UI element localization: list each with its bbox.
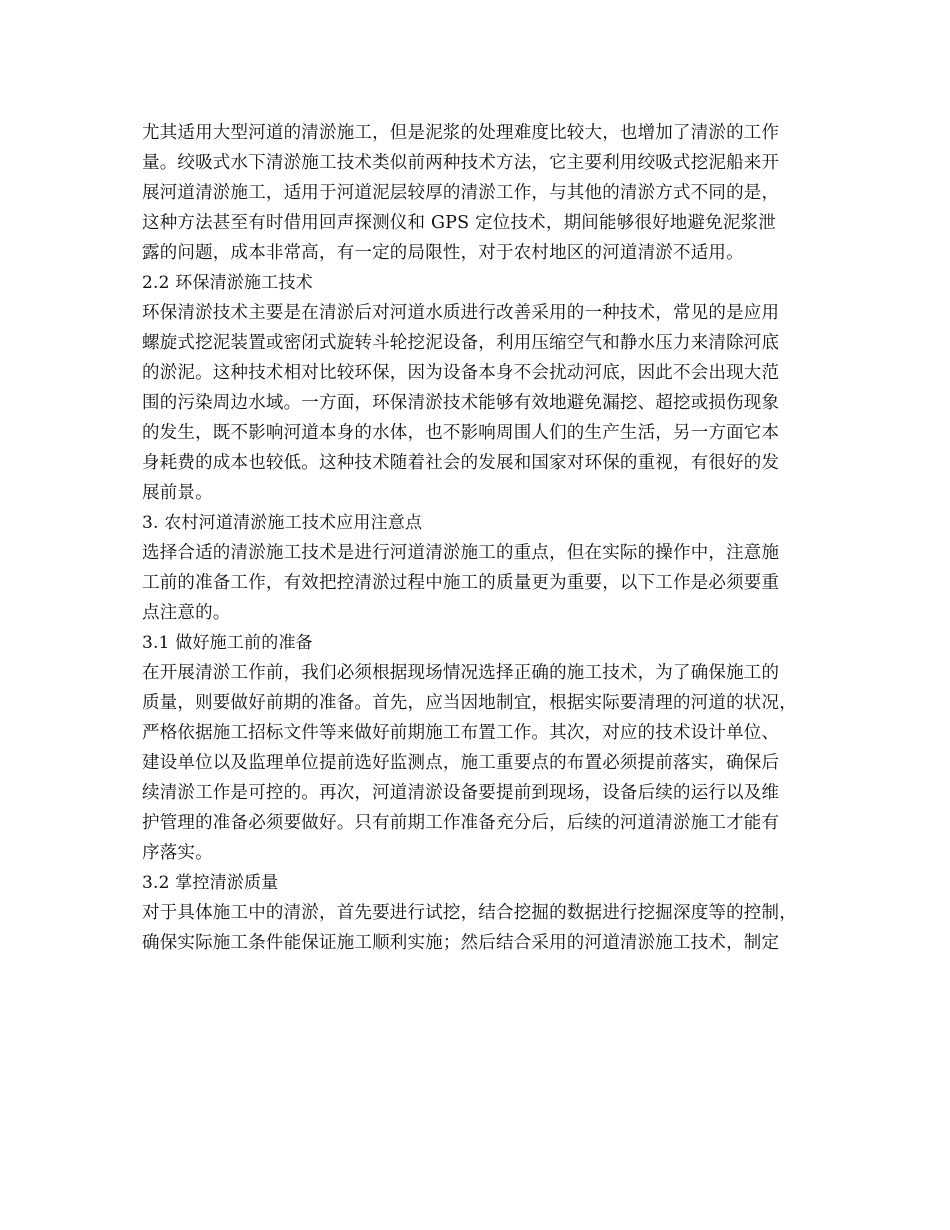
paragraph-line: 在开展清淤工作前，我们必须根据现场情况选择正确的施工技术，为了确保施工的 [142,663,780,683]
paragraph-line: 选择合适的清淤施工技术是进行河道清淤施工的重点，但在实际的操作中，注意施 [142,543,780,563]
paragraph-line: 身耗费的成本也较低。这种技术随着社会的发展和国家对环保的重视，有很好的发 [142,453,780,473]
section-heading-2-2: 2.2 环保清淤施工技术 [142,273,313,293]
paragraph-line: 展河道清淤施工，适用于河道泥层较厚的清淤工作，与其他的清淤方式不同的是， [142,183,780,203]
paragraph-line: 量。绞吸式水下清淤施工技术类似前两种技术方法，它主要利用绞吸式挖泥船来开 [142,153,780,173]
section-heading-3-2: 3.2 掌控清淤质量 [142,873,279,893]
document-page [142,118,832,958]
paragraph-line: 这种方法甚至有时借用回声探测仪和 GPS 定位技术，期间能够很好地避免泥浆泄 [142,213,776,233]
paragraph-line: 对于具体施工中的清淤，首先要进行试挖，结合挖掘的数据进行挖掘深度等的控制， [142,903,797,923]
paragraph-line: 确保实际施工条件能保证施工顺利实施；然后结合采用的河道清淤施工技术，制定 [142,933,780,953]
paragraph-line: 严格依据施工招标文件等来做好前期施工布置工作。其次，对应的技术设计单位、 [142,723,780,743]
section-heading-3: 3. 农村河道清淤施工技术应用注意点 [142,513,423,533]
paragraph-line: 露的问题，成本非常高，有一定的局限性，对于农村地区的河道清淤不适用。 [142,243,744,263]
paragraph-line: 环保清淤技术主要是在清淤后对河道水质进行改善采用的一种技术，常见的是应用 [142,303,780,323]
paragraph-line: 展前景。 [142,483,213,503]
paragraph-line: 围的污染周边水域。一方面，环保清淤技术能够有效地避免漏挖、超挖或损伤现象 [142,393,780,413]
paragraph-line: 序落实。 [142,843,213,863]
paragraph-line: 尤其适用大型河道的清淤施工，但是泥浆的处理难度比较大，也增加了清淤的工作 [142,123,780,143]
section-heading-3-1: 3.1 做好施工前的准备 [142,633,313,653]
paragraph-line: 质量，则要做好前期的准备。首先，应当因地制宜，根据实际要清理的河道的状况， [142,693,797,713]
paragraph-line: 护管理的准备必须要做好。只有前期工作准备充分后，后续的河道清淤施工才能有 [142,813,780,833]
paragraph-line: 建设单位以及监理单位提前选好监测点，施工重要点的布置必须提前落实，确保后 [142,753,780,773]
paragraph-line: 续清淤工作是可控的。再次，河道清淤设备要提前到现场，设备后续的运行以及维 [142,783,780,803]
paragraph-line: 螺旋式挖泥装置或密闭式旋转斗轮挖泥设备，利用压缩空气和静水压力来清除河底 [142,333,780,353]
paragraph-line: 的淤泥。这种技术相对比较环保，因为设备本身不会扰动河底，因此不会出现大范 [142,363,780,383]
paragraph-line: 点注意的。 [142,603,231,623]
paragraph-line: 的发生，既不影响河道本身的水体，也不影响周围人们的生产生活，另一方面它本 [142,423,780,443]
paragraph-line: 工前的准备工作，有效把控清淤过程中施工的质量更为重要，以下工作是必须要重 [142,573,780,593]
